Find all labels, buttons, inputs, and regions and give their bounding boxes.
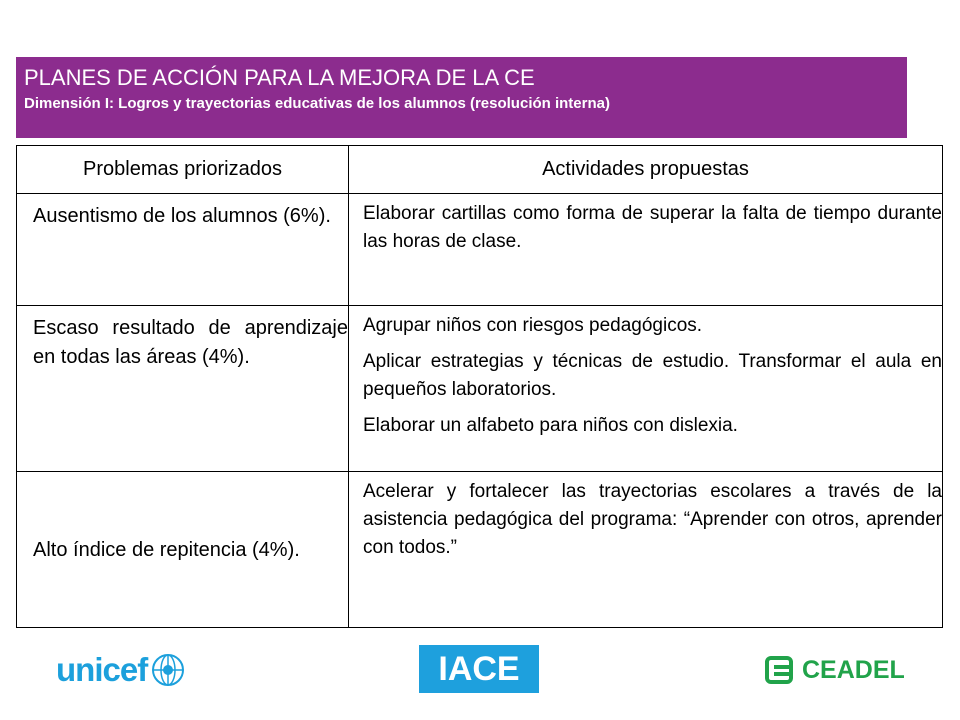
activities-cell [349, 194, 943, 306]
page-title: PLANES DE ACCIÓN PARA LA MEJORA DE LA CE [24, 65, 535, 90]
column-header-problems: Problemas priorizados [17, 146, 349, 194]
action-plan-table [16, 145, 943, 628]
iace-logo: IACE [419, 645, 539, 693]
activity-item: Elaborar un alfabeto para niños con dislexia. [363, 415, 738, 436]
table-header-row [17, 146, 943, 194]
activity-item: Aplicar estrategias y técnicas de estudio. Transformar el aula en pequeños laboratorios. [363, 351, 942, 400]
column-header-activities: Actividades propuestas [349, 146, 943, 194]
page-subtitle: Dimensión I: Logros y trayectorias educativas de los alumnos (resolución interna) [24, 95, 610, 112]
table-row [17, 194, 943, 306]
unicef-logo-text: unicef [56, 651, 148, 688]
table-row [17, 472, 943, 628]
problem-cell: Escaso resultado de aprendizaje en todas las áreas (4%). [17, 306, 349, 472]
table-row [17, 306, 943, 472]
ceadel-logo-text: CEADEL [802, 655, 905, 684]
activity-item: Elaborar cartillas como forma de superar la falta de tiempo durante las horas de clase. [363, 203, 942, 252]
globe-emblem-icon [151, 653, 185, 687]
header-banner [16, 57, 907, 138]
activities-cell [349, 472, 943, 628]
unicef-logo [56, 648, 185, 692]
activities-cell [349, 306, 943, 472]
ceadel-emblem-icon [764, 655, 796, 685]
activity-item: Agrupar niños con riesgos pedagógicos. [363, 315, 703, 336]
problem-cell: Alto índice de repitencia (4%). [17, 472, 349, 628]
problem-cell: Ausentismo de los alumnos (6%). [17, 194, 349, 306]
ceadel-logo [764, 653, 905, 687]
activity-item: Acelerar y fortalecer las trayectorias escolares a través de la asistencia pedagógica del programa: “Aprender con otros, aprender con todos.” [363, 481, 942, 558]
